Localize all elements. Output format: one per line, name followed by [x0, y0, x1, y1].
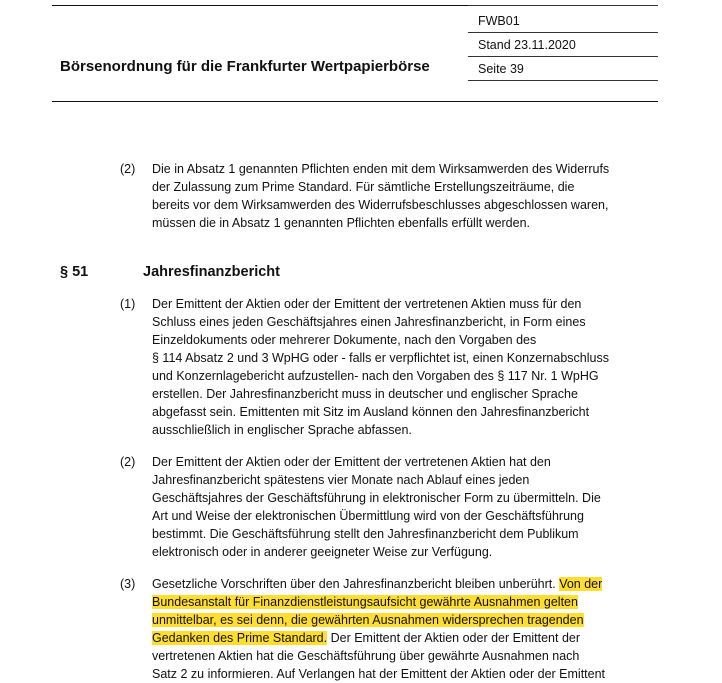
plain-text: Gesetzliche Vorschriften über den Jahresfinanzbericht bleiben unberührt. [152, 577, 556, 591]
doc-date: Stand 23.11.2020 [478, 38, 576, 52]
text-line: erstellen. Der Jahresfinanzbericht muss in deutscher und englischer Sprache [152, 387, 578, 401]
text-line: müssen die in Absatz 1 genannten Pflichten ebenfalls erfüllt werden. [152, 216, 531, 230]
text-line [152, 575, 657, 593]
text-line: Die in Absatz 1 genannten Pflichten enden mit dem Wirksamwerden des Widerrufs [152, 162, 610, 176]
text-line: Der Emittent der Aktien oder der Emittent der vertretenen Aktien hat den [152, 455, 551, 469]
doc-id: FWB01 [478, 14, 520, 28]
highlighted-text[interactable]: Gedanken des Prime Standard. [152, 631, 328, 645]
section-paragraph-3 [120, 575, 660, 683]
text-line [152, 593, 657, 611]
text-line: Der Emittent der Aktien oder der Emittent der vertretenen Aktien muss für den [152, 297, 582, 311]
text-line: § 114 Absatz 2 und 3 WpHG oder - falls er verpflichtet ist, einen Konzernabschluss [152, 351, 609, 365]
text-line: ausschließlich in englischer Sprache abfassen. [152, 423, 412, 437]
text-line: Einzeldokuments oder mehrerer Dokumente, nach den Vorgaben des [152, 333, 537, 347]
text-line: Jahresfinanzbericht spätestens vier Monate nach Ablauf eines jeden [152, 473, 530, 487]
highlighted-text[interactable]: Bundesanstalt für Finanzdienstleistungsaufsicht gewährte Ausnahmen gelten [152, 595, 578, 609]
highlighted-text[interactable]: Von der [559, 577, 603, 591]
header-top-rule [52, 5, 468, 6]
meta-rule-1 [468, 5, 658, 6]
highlighted-text[interactable]: unmittelbar, es sei denn, die gewährten Ausnahmen widersprechen tragenden [152, 613, 584, 627]
paragraph-text [152, 453, 657, 561]
section-number: § 51 [60, 264, 89, 280]
paragraph-number: (1) [120, 297, 136, 311]
text-line: vertretenen Aktien hat die Geschäftsführung über gewährte Ausnahmen nach [152, 649, 580, 663]
page-number: Seite 39 [478, 62, 524, 76]
plain-text: Der Emittent der Aktien oder der Emittent der [330, 631, 581, 645]
intro-paragraph [120, 160, 660, 232]
text-line: der Zulassung zum Prime Standard. Für sämtliche Erstellungszeiträume, die [152, 180, 575, 194]
text-line: bestimmt. Die Geschäftsführung stellt den Jahresfinanzbericht dem Publikum [152, 527, 579, 541]
text-line: Satz 2 zu informieren. Auf Verlangen hat der Emittent der Aktien oder der Emittent [152, 667, 606, 681]
section-title: Jahresfinanzbericht [143, 264, 280, 280]
meta-rule-4 [468, 80, 658, 81]
text-line: Schluss eines jeden Geschäftsjahres einen Jahresfinanzbericht, in Form eines [152, 315, 586, 329]
paragraph-text [152, 160, 657, 232]
text-line [152, 611, 657, 629]
document-title: Börsenordnung für die Frankfurter Wertpapierbörse [60, 58, 430, 75]
text-line [152, 629, 657, 647]
text-line: Art und Weise der elektronischen Übermittlung wird von der Geschäftsführung [152, 509, 584, 523]
text-line: bereits vor dem Wirksamwerden des Widerrufsbeschlusses abgeschlossen waren, [152, 198, 609, 212]
meta-rule-3 [468, 56, 658, 57]
paragraph-number: (2) [120, 162, 136, 176]
header-bottom-rule [52, 101, 658, 102]
text-line: Geschäftsjahres der Geschäftsführung in elektronischer Form zu übermitteln. Die [152, 491, 601, 505]
section-paragraph-1 [120, 295, 660, 439]
paragraph-text [152, 295, 657, 439]
text-line: elektronisch oder in anderer geeigneter Weise zur Verfügung. [152, 545, 493, 559]
section-paragraph-2 [120, 453, 660, 561]
paragraph-number: (2) [120, 455, 136, 469]
paragraph-text [152, 575, 657, 683]
text-line: und Konzernlagebericht aufzustellen- nach den Vorgaben des § 117 Nr. 1 WpHG [152, 369, 599, 383]
paragraph-number: (3) [120, 577, 136, 591]
text-line: abgefasst sein. Emittenten mit Sitz im Ausland können den Jahresfinanzbericht [152, 405, 590, 419]
meta-rule-2 [468, 32, 658, 33]
